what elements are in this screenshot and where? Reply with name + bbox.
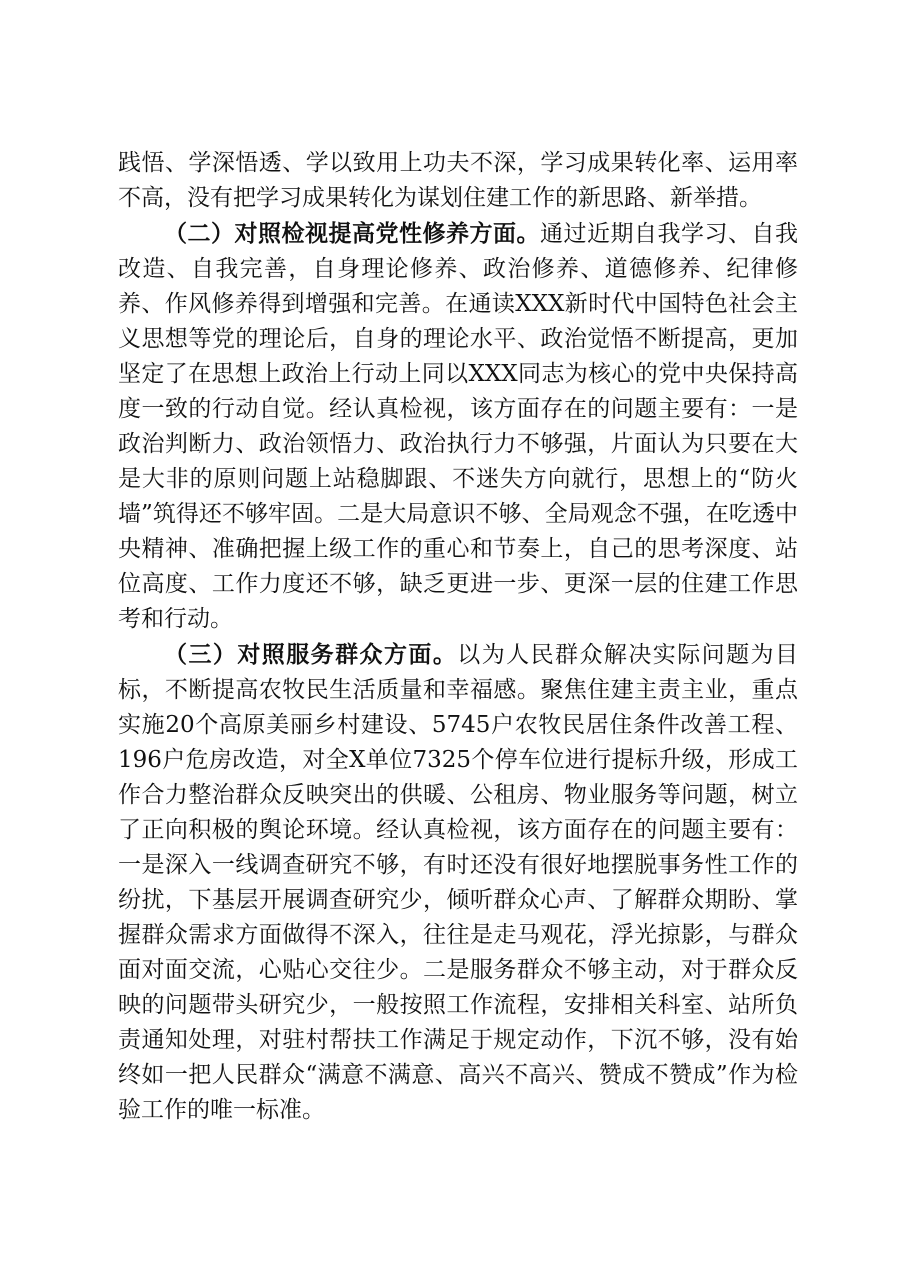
paragraph-party-spirit [118,216,798,637]
paragraph-serving-masses [118,637,798,1128]
paragraph-body-serving-masses: 以为人民群众解决实际问题为目标，不断提高农牧民生活质量和幸福感。聚焦住建主责主业，重点实施20个高原美丽乡村建设、5745户农牧民居住条件改善工程、196户危房改造，对全X单位7325个停车位进行提标升级，形成工作合力整治群众反映突出的供暖、公租房、物业服务等问题，树立了正向积极的舆论环境。经认真检视，该方面存在的问题主要有：一是深入一线调查研究不够，有时还没有很好地摆脱事务性工作的纷扰，下基层开展调查研究少，倾听群众心声、了解群众期盼、掌握群众需求方面做得不深入，往往是走马观花，浮光掠影，与群众面对面交流，心贴心交往少。二是服务群众不够主动，对于群众反映的问题带头研究少，一般按照工作流程，安排相关科室、站所负责通知处理，对驻村帮扶工作满足于规定动作，下沉不够，没有始终如一把人民群众“满意不满意、高兴不高兴、赞成不赞成”作为检验工作的唯一标准。 [118,642,799,1123]
paragraph-text: 践悟、学深悟透、学以致用上功夫不深，学习成果转化率、运用率不高，没有把学习成果转化为谋划住建工作的新思路、新举措。 [118,150,798,211]
paragraph-continuation [118,146,798,216]
section-heading-party-spirit: （二）对照检视提高党性修养方面。 [164,220,540,247]
section-heading-serving-masses: （三）对照服务群众方面。 [164,641,458,668]
document-page [118,146,798,1128]
paragraph-body-party-spirit: 通过近期自我学习、自我改造、自我完善，自身理论修养、政治修养、道德修养、纪律修养、作风修养得到增强和完善。在通读XXX新时代中国特色社会主义思想等党的理论后，自身的理论水平、政治觉悟不断提高，更加坚定了在思想上政治上行动上同以XXX同志为核心的党中央保持高度一致的行动自觉。经认真检视，该方面存在的问题主要有：一是政治判断力、政治领悟力、政治执行力不够强，片面认为只要在大是大非的原则问题上站稳脚跟、不迷失方向就行，思想上的“防火墙”筑得还不够牢固。二是大局意识不够、全局观念不强，在吃透中央精神、准确把握上级工作的重心和节奏上，自己的思考深度、站位高度、工作力度还不够，缺乏更进一步、更深一层的住建工作思考和行动。 [118,221,798,632]
